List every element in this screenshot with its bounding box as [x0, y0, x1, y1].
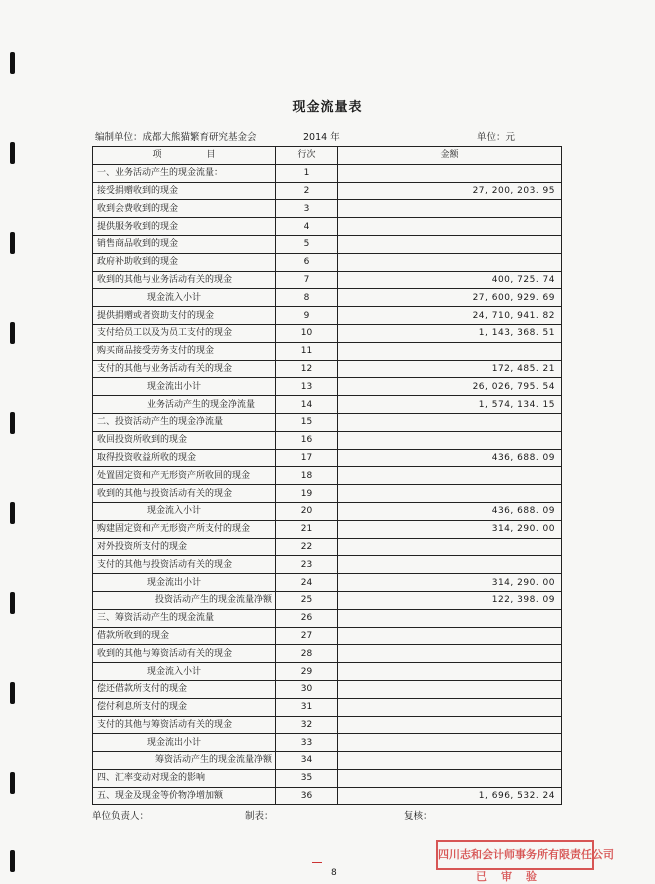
table-row — [93, 449, 562, 467]
row-line-number: 15 — [276, 413, 338, 431]
table-row — [93, 307, 562, 325]
row-amount: 27, 200, 203. 95 — [338, 182, 562, 200]
row-item-label: 收到的其他与投资活动有关的现金 — [93, 485, 276, 503]
row-item-label: 现金流出小计 — [93, 734, 276, 752]
row-line-number: 2 — [276, 182, 338, 200]
column-header-item: 项 目 — [93, 147, 276, 165]
row-amount — [338, 235, 562, 253]
table-row — [93, 716, 562, 734]
table-row — [93, 200, 562, 218]
table-row — [93, 378, 562, 396]
row-item-label: 收回投资所收到的现金 — [93, 431, 276, 449]
row-line-number: 26 — [276, 609, 338, 627]
row-line-number: 24 — [276, 574, 338, 592]
table-row — [93, 574, 562, 592]
currency-unit: 单位：元 — [477, 132, 516, 143]
row-item-label: 二、投资活动产生的现金净流量 — [93, 413, 276, 431]
audit-firm-stamp: 四川志和会计师事务所有限责任公司 — [436, 840, 594, 870]
row-line-number: 1 — [276, 164, 338, 182]
row-amount: 314, 290. 00 — [338, 574, 562, 592]
row-line-number: 11 — [276, 342, 338, 360]
table-row — [93, 663, 562, 681]
row-item-label: 处置固定资和产无形资产所收回的现金 — [93, 467, 276, 485]
row-line-number: 20 — [276, 502, 338, 520]
table-row — [93, 253, 562, 271]
table-row — [93, 235, 562, 253]
row-amount — [338, 663, 562, 681]
row-amount — [338, 538, 562, 556]
table-row — [93, 360, 562, 378]
footer-responsible: 单位负责人： — [92, 811, 150, 822]
row-item-label: 对外投资所支付的现金 — [93, 538, 276, 556]
row-line-number: 4 — [276, 218, 338, 236]
table-row — [93, 787, 562, 805]
row-amount — [338, 342, 562, 360]
row-item-label: 一、业务活动产生的现金流量： — [93, 164, 276, 182]
preparing-unit: 编制单位：成都大熊猫繁育研究基金会 — [95, 132, 257, 143]
row-line-number: 29 — [276, 663, 338, 681]
row-line-number: 21 — [276, 520, 338, 538]
row-item-label: 接受捐赠收到的现金 — [93, 182, 276, 200]
table-row — [93, 520, 562, 538]
row-amount: 1, 696, 532. 24 — [338, 787, 562, 805]
row-item-label: 支付的其他与业务活动有关的现金 — [93, 360, 276, 378]
row-item-label: 业务活动产生的现金净流量 — [93, 396, 276, 414]
row-amount — [338, 485, 562, 503]
table-row — [93, 182, 562, 200]
table-header-row — [93, 147, 562, 165]
column-header-amount: 金额 — [338, 147, 562, 165]
row-line-number: 7 — [276, 271, 338, 289]
row-item-label: 三、筹资活动产生的现金流量 — [93, 609, 276, 627]
row-item-label: 偿还借款所支付的现金 — [93, 680, 276, 698]
table-row — [93, 396, 562, 414]
table-row — [93, 645, 562, 663]
row-line-number: 10 — [276, 324, 338, 342]
row-amount: 24, 710, 941. 82 — [338, 307, 562, 325]
row-item-label: 收到的其他与筹资活动有关的现金 — [93, 645, 276, 663]
row-item-label: 现金流入小计 — [93, 289, 276, 307]
table-row — [93, 289, 562, 307]
row-line-number: 6 — [276, 253, 338, 271]
row-item-label: 政府补助收到的现金 — [93, 253, 276, 271]
row-amount: 314, 290. 00 — [338, 520, 562, 538]
row-amount — [338, 200, 562, 218]
table-row — [93, 734, 562, 752]
row-line-number: 17 — [276, 449, 338, 467]
row-line-number: 16 — [276, 431, 338, 449]
row-item-label: 借款所收到的现金 — [93, 627, 276, 645]
table-row — [93, 556, 562, 574]
row-line-number: 35 — [276, 769, 338, 787]
table-row — [93, 413, 562, 431]
footer-reviewer: 复核： — [404, 811, 433, 822]
audit-verified-stamp: 已审验 — [476, 870, 551, 883]
footer-preparer: 制表： — [245, 811, 274, 822]
row-line-number: 30 — [276, 680, 338, 698]
row-line-number: 13 — [276, 378, 338, 396]
table-row — [93, 164, 562, 182]
table-row — [93, 485, 562, 503]
row-amount: 26, 026, 795. 54 — [338, 378, 562, 396]
row-item-label: 支付给员工以及为员工支付的现金 — [93, 324, 276, 342]
table-row — [93, 769, 562, 787]
row-line-number: 23 — [276, 556, 338, 574]
row-line-number: 36 — [276, 787, 338, 805]
page-number-dash — [312, 862, 322, 863]
row-amount: 27, 600, 929. 69 — [338, 289, 562, 307]
row-amount — [338, 609, 562, 627]
row-amount — [338, 716, 562, 734]
row-line-number: 31 — [276, 698, 338, 716]
row-amount: 1, 143, 368. 51 — [338, 324, 562, 342]
row-amount: 1, 574, 134. 15 — [338, 396, 562, 414]
row-item-label: 销售商品收到的现金 — [93, 235, 276, 253]
table-row — [93, 324, 562, 342]
table-row — [93, 627, 562, 645]
table-row — [93, 467, 562, 485]
binder-mark — [10, 502, 15, 524]
row-amount — [338, 164, 562, 182]
table-row — [93, 218, 562, 236]
row-item-label: 支付的其他与投资活动有关的现金 — [93, 556, 276, 574]
row-amount: 400, 725. 74 — [338, 271, 562, 289]
row-item-label: 取得投资收益所收的现金 — [93, 449, 276, 467]
row-amount: 122, 398. 09 — [338, 591, 562, 609]
row-item-label: 筹资活动产生的现金流量净额 — [93, 752, 276, 770]
binder-mark — [10, 850, 15, 872]
row-item-label: 现金流出小计 — [93, 378, 276, 396]
row-line-number: 27 — [276, 627, 338, 645]
row-amount — [338, 680, 562, 698]
table-row — [93, 538, 562, 556]
binder-mark — [10, 322, 15, 344]
cash-flow-table — [92, 146, 562, 805]
binder-mark — [10, 142, 15, 164]
table-row — [93, 271, 562, 289]
table-row — [93, 609, 562, 627]
table-row — [93, 342, 562, 360]
row-line-number: 18 — [276, 467, 338, 485]
row-amount: 436, 688. 09 — [338, 449, 562, 467]
table-row — [93, 502, 562, 520]
row-item-label: 现金流入小计 — [93, 663, 276, 681]
binder-mark — [10, 232, 15, 254]
row-item-label: 收到的其他与业务活动有关的现金 — [93, 271, 276, 289]
row-amount — [338, 627, 562, 645]
row-line-number: 22 — [276, 538, 338, 556]
row-line-number: 25 — [276, 591, 338, 609]
row-line-number: 12 — [276, 360, 338, 378]
table-row — [93, 680, 562, 698]
row-item-label: 投资活动产生的现金流量净额 — [93, 591, 276, 609]
row-amount — [338, 769, 562, 787]
row-amount — [338, 218, 562, 236]
column-header-line-no: 行次 — [276, 147, 338, 165]
row-line-number: 34 — [276, 752, 338, 770]
row-amount: 172, 485. 21 — [338, 360, 562, 378]
binder-mark — [10, 682, 15, 704]
row-item-label: 现金流出小计 — [93, 574, 276, 592]
row-item-label: 购买商品接受劳务支付的现金 — [93, 342, 276, 360]
row-item-label: 四、汇率变动对现金的影响 — [93, 769, 276, 787]
row-line-number: 5 — [276, 235, 338, 253]
row-item-label: 购建固定资和产无形资产所支付的现金 — [93, 520, 276, 538]
table-row — [93, 752, 562, 770]
row-line-number: 14 — [276, 396, 338, 414]
binder-mark — [10, 52, 15, 74]
row-item-label: 提供捐赠或者资助支付的现金 — [93, 307, 276, 325]
row-line-number: 3 — [276, 200, 338, 218]
row-amount — [338, 734, 562, 752]
row-amount: 436, 688. 09 — [338, 502, 562, 520]
row-amount — [338, 698, 562, 716]
report-year: 2014 年 — [303, 132, 340, 143]
page-title: 现金流量表 — [292, 100, 363, 115]
table-row — [93, 431, 562, 449]
table-row — [93, 698, 562, 716]
binder-mark — [10, 412, 15, 434]
row-amount — [338, 752, 562, 770]
row-amount — [338, 645, 562, 663]
row-line-number: 8 — [276, 289, 338, 307]
row-item-label: 支付的其他与筹资活动有关的现金 — [93, 716, 276, 734]
row-line-number: 28 — [276, 645, 338, 663]
row-item-label: 现金流入小计 — [93, 502, 276, 520]
row-item-label: 收到会费收到的现金 — [93, 200, 276, 218]
row-line-number: 32 — [276, 716, 338, 734]
row-amount — [338, 431, 562, 449]
row-amount — [338, 467, 562, 485]
row-amount — [338, 556, 562, 574]
row-line-number: 33 — [276, 734, 338, 752]
row-amount — [338, 413, 562, 431]
row-item-label: 偿付利息所支付的现金 — [93, 698, 276, 716]
binder-mark — [10, 592, 15, 614]
binder-mark — [10, 772, 15, 794]
page-number: 8 — [331, 868, 337, 878]
table-row — [93, 591, 562, 609]
row-amount — [338, 253, 562, 271]
row-item-label: 五、现金及现金等价物净增加额 — [93, 787, 276, 805]
row-line-number: 19 — [276, 485, 338, 503]
row-line-number: 9 — [276, 307, 338, 325]
row-item-label: 提供服务收到的现金 — [93, 218, 276, 236]
